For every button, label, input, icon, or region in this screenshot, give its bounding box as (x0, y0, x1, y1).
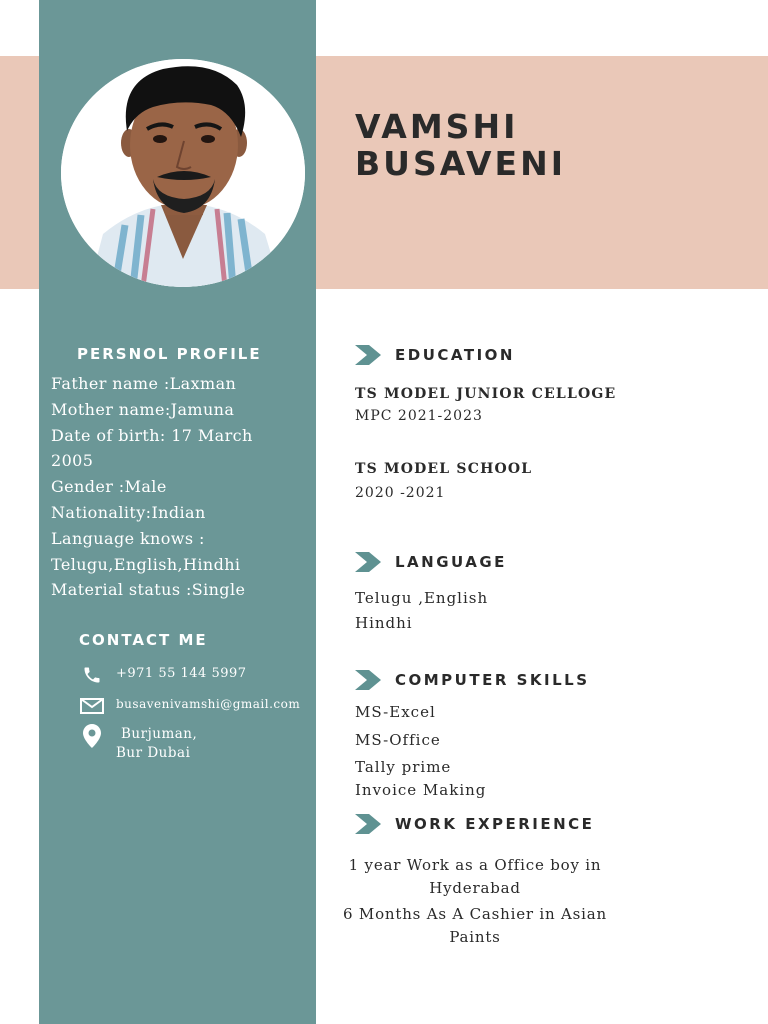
chevron-right-icon (355, 670, 381, 690)
skill-item: MS-Office (355, 731, 441, 749)
language-line-2: Hindhi (355, 614, 413, 632)
address-line-1: Burjuman, (121, 726, 198, 742)
education-entry-1-title: TS MODEL JUNIOR CELLOGE (355, 386, 617, 402)
profile-line-father: Father name :Laxman (51, 374, 237, 393)
profile-line-dob-year: 2005 (51, 451, 94, 471)
work-item-2 (340, 903, 610, 949)
work-item-1-line-2: Hyderabad (429, 879, 521, 897)
language-line-1: Telugu ,English (355, 589, 489, 607)
education-entry-1-detail: MPC 2021-2023 (355, 408, 483, 424)
profile-line-marital: Material status :Single (51, 580, 246, 600)
email-address[interactable]: busavenivamshi@gmail.com (116, 697, 301, 711)
profile-line-mother: Mother name:Jamuna (51, 399, 235, 419)
profile-details (51, 371, 313, 603)
profile-line-dob: Date of birth: 17 March (51, 425, 253, 445)
location-pin-icon (80, 725, 104, 747)
language-section-heading (355, 552, 507, 572)
contact-email (80, 695, 300, 717)
first-name: VAMSHI (355, 107, 519, 146)
skill-item: Invoice Making (355, 781, 487, 799)
computer-skills-heading: COMPUTER SKILLS (395, 671, 590, 689)
work-item-2-line-2: Paints (449, 928, 501, 946)
candidate-name (355, 108, 566, 182)
chevron-right-icon (355, 345, 381, 365)
work-item-1 (340, 854, 610, 900)
work-experience-section-heading (355, 814, 594, 834)
profile-heading: PERSNOL PROFILE (77, 345, 262, 363)
phone-number[interactable]: +971 55 144 5997 (116, 666, 247, 681)
education-entry-2-detail: 2020 -2021 (355, 485, 446, 501)
phone-icon (80, 664, 104, 686)
skill-item: MS-Excel (355, 703, 436, 721)
last-name: BUSAVENI (355, 144, 566, 183)
chevron-right-icon (355, 552, 381, 572)
profile-line-nationality: Nationality:Indian (51, 502, 206, 522)
skill-item: Tally prime (355, 758, 452, 776)
contact-phone (80, 664, 247, 686)
profile-line-gender: Gender :Male (51, 477, 167, 497)
education-section-heading (355, 345, 515, 365)
work-experience-heading: WORK EXPERIENCE (395, 815, 595, 833)
education-heading: EDUCATION (395, 346, 515, 364)
contact-heading: CONTACT ME (79, 631, 208, 649)
profile-photo (61, 59, 305, 287)
work-item-2-line-1: 6 Months As A Cashier in Asian (343, 905, 607, 923)
education-entry-2-title: TS MODEL SCHOOL (355, 461, 533, 477)
profile-line-languages-label: Language knows : (51, 528, 205, 548)
computer-skills-section-heading (355, 670, 590, 690)
mail-icon (80, 695, 104, 717)
address-line-2: Bur Dubai (116, 745, 191, 761)
work-item-1-line-1: 1 year Work as a Office boy in (348, 856, 602, 874)
language-heading: LANGUAGE (395, 553, 507, 571)
chevron-right-icon (355, 814, 381, 834)
contact-address (80, 725, 197, 763)
profile-line-languages: Telugu,English,Hindhi (51, 554, 241, 574)
address (116, 725, 197, 763)
